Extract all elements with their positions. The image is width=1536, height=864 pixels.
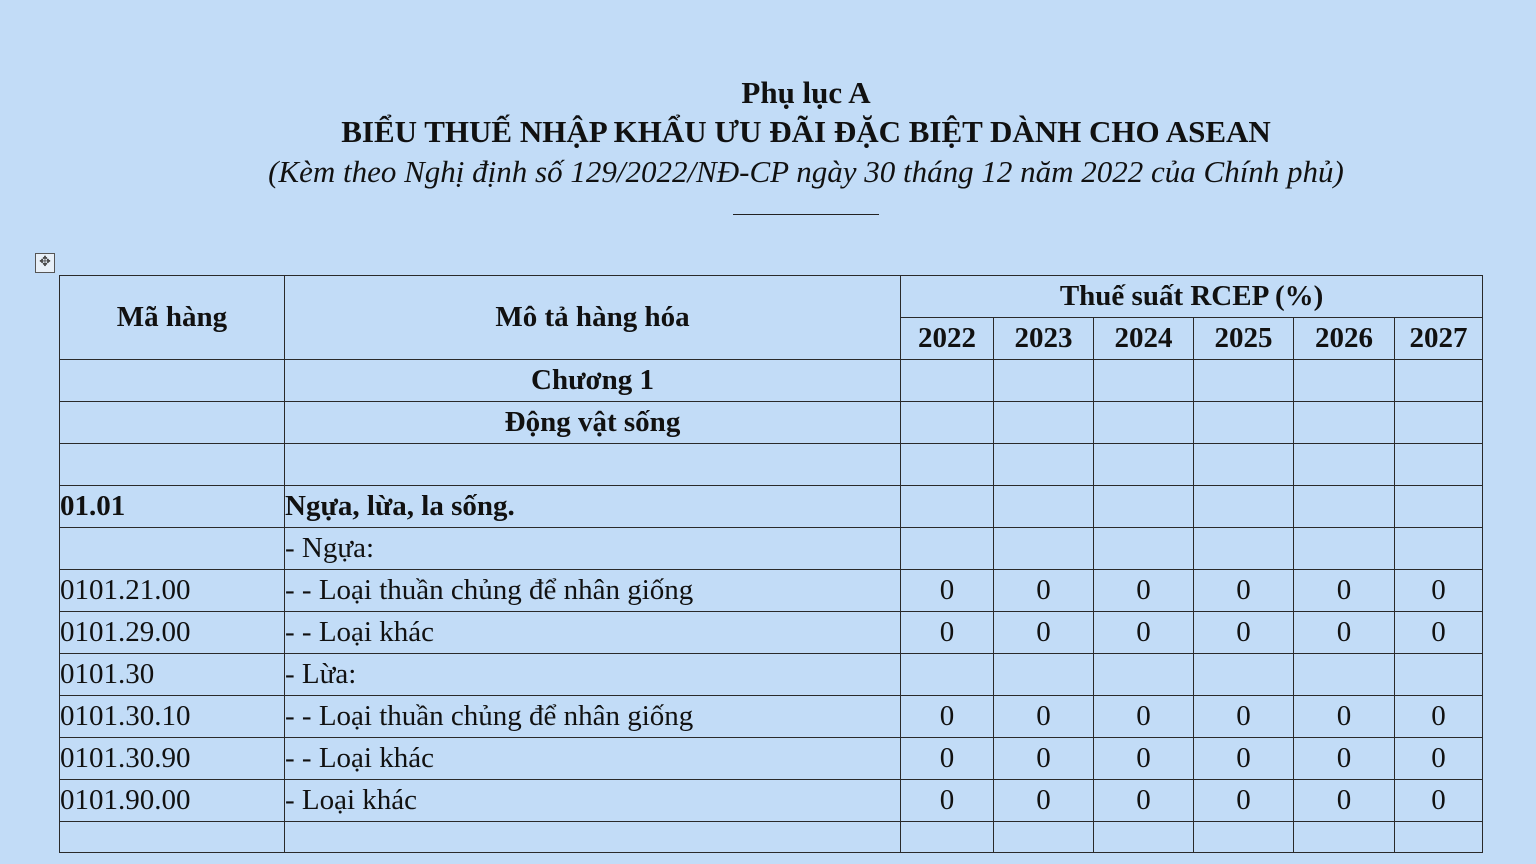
year-header: 2027 [1395, 318, 1483, 360]
year-header: 2025 [1194, 318, 1294, 360]
hs-code-cell: 0101.30.10 [60, 696, 285, 738]
table-row [60, 528, 1483, 570]
table-cell [1294, 822, 1395, 853]
table-row [60, 612, 1483, 654]
rate-cell: 0 [1194, 612, 1294, 654]
table-row [60, 570, 1483, 612]
rate-cell [1194, 486, 1294, 528]
chapter-name: Động vật sống [285, 402, 901, 444]
description-cell: - - Loại thuần chủng để nhân giống [285, 696, 901, 738]
description-cell: - - Loại khác [285, 612, 901, 654]
rate-cell [1294, 486, 1395, 528]
document-subtitle: (Kèm theo Nghị định số 129/2022/NĐ-CP ngày 30 tháng 12 năm 2022 của Chính phủ) [268, 154, 1344, 189]
year-header: 2026 [1294, 318, 1395, 360]
rate-cell: 0 [1294, 570, 1395, 612]
rate-cell: 0 [1294, 612, 1395, 654]
rate-cell: 0 [1094, 696, 1194, 738]
rate-cell: 0 [1194, 696, 1294, 738]
rate-cell: 0 [1194, 780, 1294, 822]
table-cell [60, 444, 285, 486]
table-cell [901, 360, 994, 402]
rate-cell: 0 [1094, 612, 1194, 654]
rate-cell: 0 [901, 780, 994, 822]
rate-cell [1194, 528, 1294, 570]
table-cell [1395, 402, 1483, 444]
rate-cell: 0 [1395, 570, 1483, 612]
description-cell: - Loại khác [285, 780, 901, 822]
rate-cell: 0 [1094, 780, 1194, 822]
column-header-description: Mô tả hàng hóa [285, 276, 901, 360]
rate-cell [1094, 654, 1194, 696]
hs-code-cell: 01.01 [60, 486, 285, 528]
rate-cell [1395, 486, 1483, 528]
table-cell [1194, 444, 1294, 486]
hs-code-cell: 0101.90.00 [60, 780, 285, 822]
table-cell [1294, 402, 1395, 444]
rate-cell [1194, 654, 1294, 696]
rate-cell: 0 [901, 612, 994, 654]
year-header: 2023 [994, 318, 1094, 360]
table-cell [1194, 822, 1294, 853]
rate-cell: 0 [901, 738, 994, 780]
table-cell [60, 360, 285, 402]
rate-cell: 0 [1194, 570, 1294, 612]
table-cell [1294, 360, 1395, 402]
description-cell: Ngựa, lừa, la sống. [285, 486, 901, 528]
rate-cell: 0 [1294, 696, 1395, 738]
rate-cell [994, 528, 1094, 570]
rate-cell [1395, 528, 1483, 570]
table-row [60, 780, 1483, 822]
hs-code-cell [60, 528, 285, 570]
rate-cell: 0 [994, 738, 1094, 780]
rate-cell [901, 654, 994, 696]
rate-cell: 0 [1294, 738, 1395, 780]
table-cell [1094, 444, 1194, 486]
rate-cell: 0 [994, 612, 1094, 654]
chapter-title: Chương 1 [285, 360, 901, 402]
rate-cell [1294, 528, 1395, 570]
column-header-rate-group: Thuế suất RCEP (%) [901, 276, 1483, 318]
table-row [60, 738, 1483, 780]
hs-code-cell: 0101.21.00 [60, 570, 285, 612]
year-header: 2024 [1094, 318, 1194, 360]
table-row [60, 654, 1483, 696]
table-cell [1094, 822, 1194, 853]
rate-cell: 0 [1395, 780, 1483, 822]
table-move-handle-icon[interactable]: ✥ [35, 253, 55, 273]
description-cell: - Ngựa: [285, 528, 901, 570]
column-header-code: Mã hàng [60, 276, 285, 360]
title-divider [733, 214, 879, 215]
table-cell [1294, 444, 1395, 486]
hs-code-cell: 0101.30.90 [60, 738, 285, 780]
description-cell: - Lừa: [285, 654, 901, 696]
rate-cell [994, 654, 1094, 696]
chapter-row [60, 360, 1483, 402]
document-header [0, 74, 1536, 192]
year-header: 2022 [901, 318, 994, 360]
table-cell [994, 444, 1094, 486]
table-cell [1395, 822, 1483, 853]
rate-cell [901, 528, 994, 570]
table-cell [901, 402, 994, 444]
table-row [60, 486, 1483, 528]
description-cell: - - Loại khác [285, 738, 901, 780]
hs-code-cell: 0101.30 [60, 654, 285, 696]
rate-cell [1094, 528, 1194, 570]
rate-cell: 0 [994, 780, 1094, 822]
rate-cell [901, 486, 994, 528]
rate-cell: 0 [994, 696, 1094, 738]
appendix-title: Phụ lục A [741, 75, 871, 110]
rate-cell: 0 [1294, 780, 1395, 822]
rate-cell: 0 [1395, 738, 1483, 780]
table-cell [901, 822, 994, 853]
rate-cell [1094, 486, 1194, 528]
rate-cell: 0 [901, 696, 994, 738]
rate-cell: 0 [1395, 612, 1483, 654]
chapter-name-row [60, 402, 1483, 444]
table-cell [1194, 360, 1294, 402]
table-row [60, 696, 1483, 738]
table-cell [994, 360, 1094, 402]
table-cell [1094, 360, 1194, 402]
table-row-partial [60, 822, 1483, 853]
rate-cell [1395, 654, 1483, 696]
rate-cell: 0 [1094, 738, 1194, 780]
description-cell: - - Loại thuần chủng để nhân giống [285, 570, 901, 612]
rate-cell: 0 [994, 570, 1094, 612]
empty-row [60, 444, 1483, 486]
table-cell [1395, 444, 1483, 486]
rate-cell: 0 [1094, 570, 1194, 612]
hs-code-cell: 0101.29.00 [60, 612, 285, 654]
tariff-table [59, 275, 1483, 853]
rate-cell [1294, 654, 1395, 696]
table-cell [901, 444, 994, 486]
table-cell [1094, 402, 1194, 444]
table-cell [994, 822, 1094, 853]
main-title: BIỂU THUẾ NHẬP KHẨU ƯU ĐÃI ĐẶC BIỆT DÀNH CHO ASEAN [341, 114, 1271, 149]
table-cell [1395, 360, 1483, 402]
table-cell [60, 402, 285, 444]
table-cell [994, 402, 1094, 444]
table-cell [1194, 402, 1294, 444]
table-cell [285, 822, 901, 853]
table-cell [60, 822, 285, 853]
rate-cell: 0 [1395, 696, 1483, 738]
rate-cell: 0 [1194, 738, 1294, 780]
rate-cell: 0 [901, 570, 994, 612]
rate-cell [994, 486, 1094, 528]
table-cell [285, 444, 901, 486]
